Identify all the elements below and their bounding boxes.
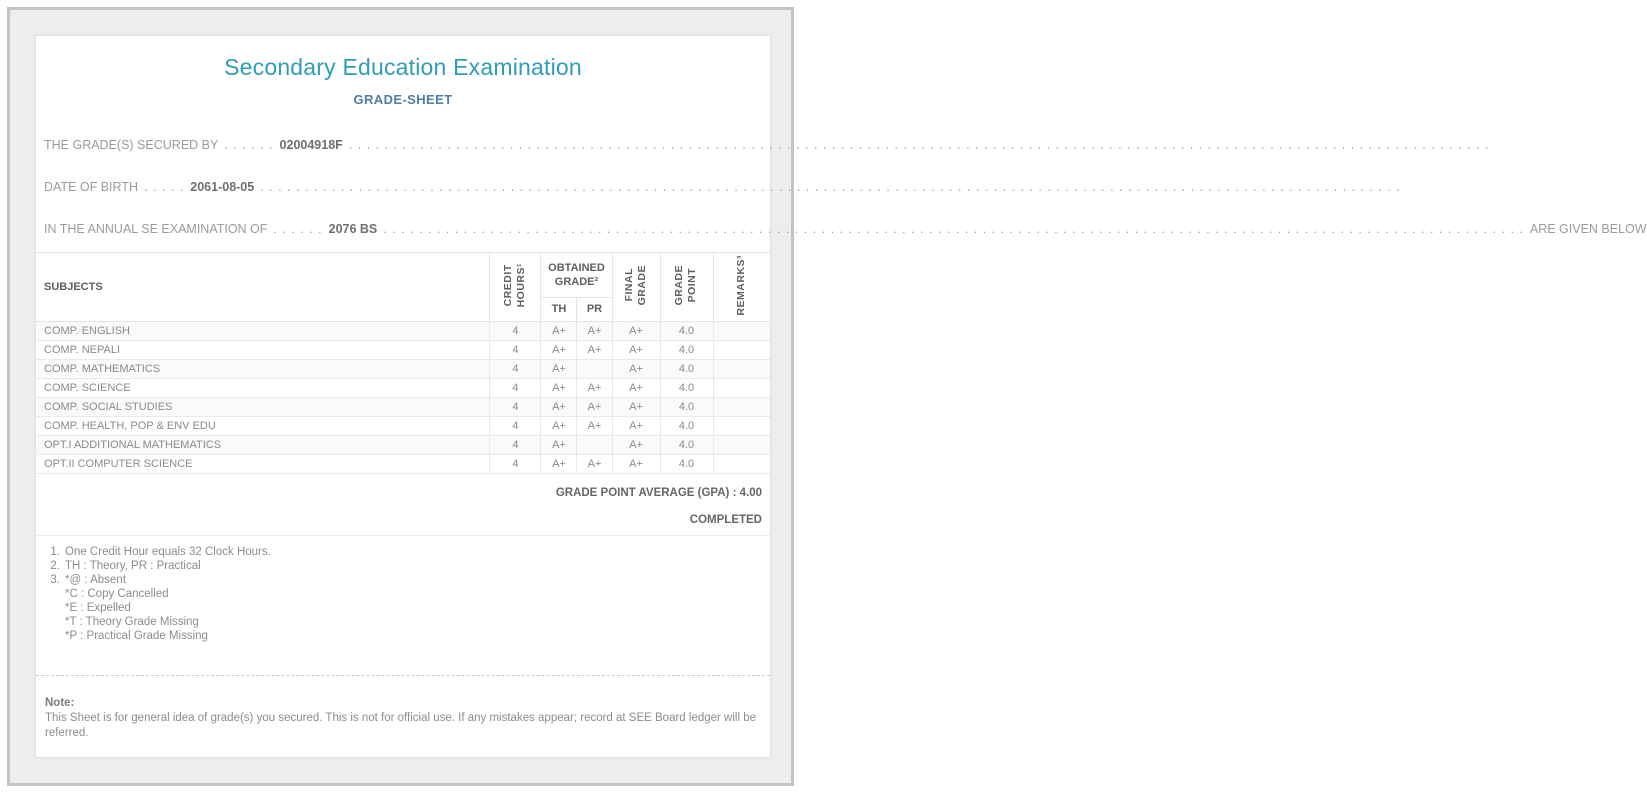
subject-cell: COMP. ENGLISH — [36, 321, 490, 340]
table-row — [36, 416, 770, 435]
page-frame — [7, 7, 1647, 786]
final-grade-cell: A+ — [612, 397, 660, 416]
leader-dots: . . . . . . . . . . . . . . . . . . . . . . . . . . . . . . . . . . . . . . . . . . . . . . . . . . . . . . . . . . . . . . . . . . . . . . . . . . . . . . . . . . . . . . . . . . . . . . . . . . . . . . . . . . . . . . . . . . . . . . . . . . . . . . . . — [383, 222, 1524, 236]
gpa-summary — [36, 474, 770, 536]
grade-point-cell: 4.0 — [660, 454, 713, 473]
note-section — [45, 696, 761, 741]
theory-grade-cell: A+ — [541, 454, 577, 473]
col-header-grade-point — [660, 253, 713, 322]
credit-hours-cell: 4 — [490, 435, 541, 454]
remarks-cell — [713, 454, 770, 473]
footnote-item — [44, 629, 762, 643]
table-row — [36, 340, 770, 359]
subject-cell: COMP. MATHEMATICS — [36, 359, 490, 378]
footnote-number — [44, 629, 60, 643]
final-grade-cell: A+ — [612, 416, 660, 435]
subject-cell: COMP. NEPALI — [36, 340, 490, 359]
grade-point-cell: 4.0 — [660, 397, 713, 416]
final-grade-cell: A+ — [612, 378, 660, 397]
col-header-credit-hours — [490, 253, 541, 322]
footnote-number: 1. — [50, 545, 60, 558]
date-of-birth-value: 2061-08-05 — [190, 180, 255, 194]
practical-grade-cell: A+ — [577, 378, 612, 397]
practical-grade-cell — [577, 359, 612, 378]
footnote-text: *T : Theory Grade Missing — [65, 615, 199, 628]
grade-point-cell: 4.0 — [660, 416, 713, 435]
table-row — [36, 454, 770, 473]
credit-hours-cell: 4 — [490, 416, 541, 435]
footnote-text: *P : Practical Grade Missing — [65, 629, 208, 642]
grade-point-cell: 4.0 — [660, 340, 713, 359]
grades-table-body — [36, 321, 770, 473]
table-row — [36, 321, 770, 340]
final-grade-cell: A+ — [612, 454, 660, 473]
page-title: Secondary Education Examination — [224, 54, 582, 80]
info-label: IN THE ANNUAL SE EXAMINATION OF — [44, 222, 268, 236]
table-row — [36, 359, 770, 378]
footnote-number — [44, 587, 60, 601]
grade-point-vertical-label: GRADE POINT — [673, 265, 699, 306]
theory-grade-cell: A+ — [541, 416, 577, 435]
grade-sheet-subtitle: GRADE-SHEET — [353, 92, 453, 107]
info-label: THE GRADE(S) SECURED BY — [44, 138, 219, 152]
note-text: This Sheet is for general idea of grade(s) you secured. This is not for official use. If any mistakes appear; record at SEE Board ledger will be referred. — [45, 711, 757, 739]
grade-point-cell: 4.0 — [660, 378, 713, 397]
info-line-grades-secured-by — [44, 138, 1490, 152]
grades-table — [36, 252, 770, 474]
remarks-cell — [713, 435, 770, 454]
remarks-cell — [713, 340, 770, 359]
info-suffix: ARE GIVEN BELOW — [1529, 222, 1647, 236]
note-label: Note: — [45, 696, 75, 709]
credit-hours-cell: 4 — [490, 321, 541, 340]
final-grade-cell: A+ — [612, 435, 660, 454]
footnote-item — [44, 573, 762, 587]
grade-sheet-card — [35, 35, 1647, 758]
footnotes-list — [36, 536, 770, 643]
remarks-cell — [713, 378, 770, 397]
remarks-cell — [713, 397, 770, 416]
theory-grade-cell: A+ — [541, 397, 577, 416]
table-row — [36, 397, 770, 416]
footnote-item — [44, 615, 762, 629]
credit-hours-cell: 4 — [490, 359, 541, 378]
footnote-text: One Credit Hour equals 32 Clock Hours. — [65, 545, 271, 558]
footnote-item — [44, 545, 762, 559]
theory-grade-cell: A+ — [541, 378, 577, 397]
col-header-pr: PR — [577, 298, 612, 321]
table-row — [36, 435, 770, 454]
leader-dots: . . . . . — [144, 180, 185, 194]
grades-table-header — [36, 253, 770, 322]
credit-hours-cell: 4 — [490, 378, 541, 397]
completion-status: COMPLETED — [689, 513, 762, 526]
theory-grade-cell: A+ — [541, 340, 577, 359]
subject-cell: OPT.II COMPUTER SCIENCE — [36, 454, 490, 473]
final-grade-vertical-label: FINAL GRADE — [622, 265, 648, 306]
footnote-text: *C : Copy Cancelled — [65, 587, 169, 600]
col-header-final-grade — [612, 253, 660, 322]
theory-grade-cell: A+ — [541, 321, 577, 340]
leader-dots: . . . . . . . . . . . . . . . . . . . . . . . . . . . . . . . . . . . . . . . . . . . . . . . . . . . . . . . . . . . . . . . . . . . . . . . . . . . . . . . . . . . . . . . . . . . . . . . . . . . . . . . . . . . . . . . . . . . . . . . . . . . . . . . . — [348, 138, 1490, 152]
final-grade-cell: A+ — [612, 321, 660, 340]
candidate-info — [44, 138, 1647, 236]
footnote-item — [44, 559, 762, 573]
info-label: DATE OF BIRTH — [44, 180, 138, 194]
info-line-date-of-birth — [44, 180, 1401, 194]
leader-dots: . . . . . . . . . . . . . . . . . . . . . . . . . . . . . . . . . . . . . . . . . . . . . . . . . . . . . . . . . . . . . . . . . . . . . . . . . . . . . . . . . . . . . . . . . . . . . . . . . . . . . . . . . . . . . . . . . . . . . . . . . . . . . . . . — [260, 180, 1401, 194]
credit-hours-cell: 4 — [490, 340, 541, 359]
remarks-cell — [713, 416, 770, 435]
practical-grade-cell — [577, 435, 612, 454]
table-row — [36, 378, 770, 397]
col-header-remarks — [713, 253, 770, 322]
footnote-text: *@ : Absent — [65, 573, 126, 586]
credit-hours-cell: 4 — [490, 454, 541, 473]
footnote-number — [44, 601, 60, 615]
leader-dots: . . . . . . — [224, 138, 274, 152]
subject-cell: COMP. SCIENCE — [36, 378, 490, 397]
symbol-number-value: 02004918F — [279, 138, 343, 152]
practical-grade-cell: A+ — [577, 397, 612, 416]
subject-cell: COMP. SOCIAL STUDIES — [36, 397, 490, 416]
footnote-item — [44, 601, 762, 615]
subject-cell: OPT.I ADDITIONAL MATHEMATICS — [36, 435, 490, 454]
credit-hours-vertical-label: CREDIT HOURS¹ — [502, 263, 528, 308]
gpa-value-line: GRADE POINT AVERAGE (GPA) : 4.00 — [555, 486, 762, 499]
footnote-number: 2. — [50, 559, 60, 572]
practical-grade-cell: A+ — [577, 454, 612, 473]
practical-grade-cell: A+ — [577, 416, 612, 435]
leader-dots: . . . . . . — [273, 222, 323, 236]
remarks-vertical-label: REMARKS³ — [735, 255, 748, 316]
theory-grade-cell: A+ — [541, 359, 577, 378]
grade-point-cell: 4.0 — [660, 435, 713, 454]
footnote-number — [44, 615, 60, 629]
subject-cell: COMP. HEALTH, POP & ENV EDU — [36, 416, 490, 435]
grade-point-cell: 4.0 — [660, 321, 713, 340]
remarks-cell — [713, 359, 770, 378]
footnote-text: *E : Expelled — [65, 601, 131, 614]
exam-year-value: 2076 BS — [328, 222, 378, 236]
footnote-text: TH : Theory, PR : Practical — [65, 559, 201, 572]
final-grade-cell: A+ — [612, 359, 660, 378]
col-header-th: TH — [541, 298, 577, 321]
credit-hours-cell: 4 — [490, 397, 541, 416]
col-header-subjects: SUBJECTS — [36, 253, 490, 322]
grade-point-cell: 4.0 — [660, 359, 713, 378]
final-grade-cell: A+ — [612, 340, 660, 359]
remarks-cell — [713, 321, 770, 340]
footnote-item — [44, 587, 762, 601]
col-header-obtained-grade: OBTAINED GRADE² — [541, 253, 612, 298]
practical-grade-cell: A+ — [577, 321, 612, 340]
info-line-exam-year — [44, 222, 1647, 236]
dashed-divider — [36, 675, 770, 676]
theory-grade-cell: A+ — [541, 435, 577, 454]
footnote-number: 3. — [50, 573, 60, 586]
practical-grade-cell: A+ — [577, 340, 612, 359]
